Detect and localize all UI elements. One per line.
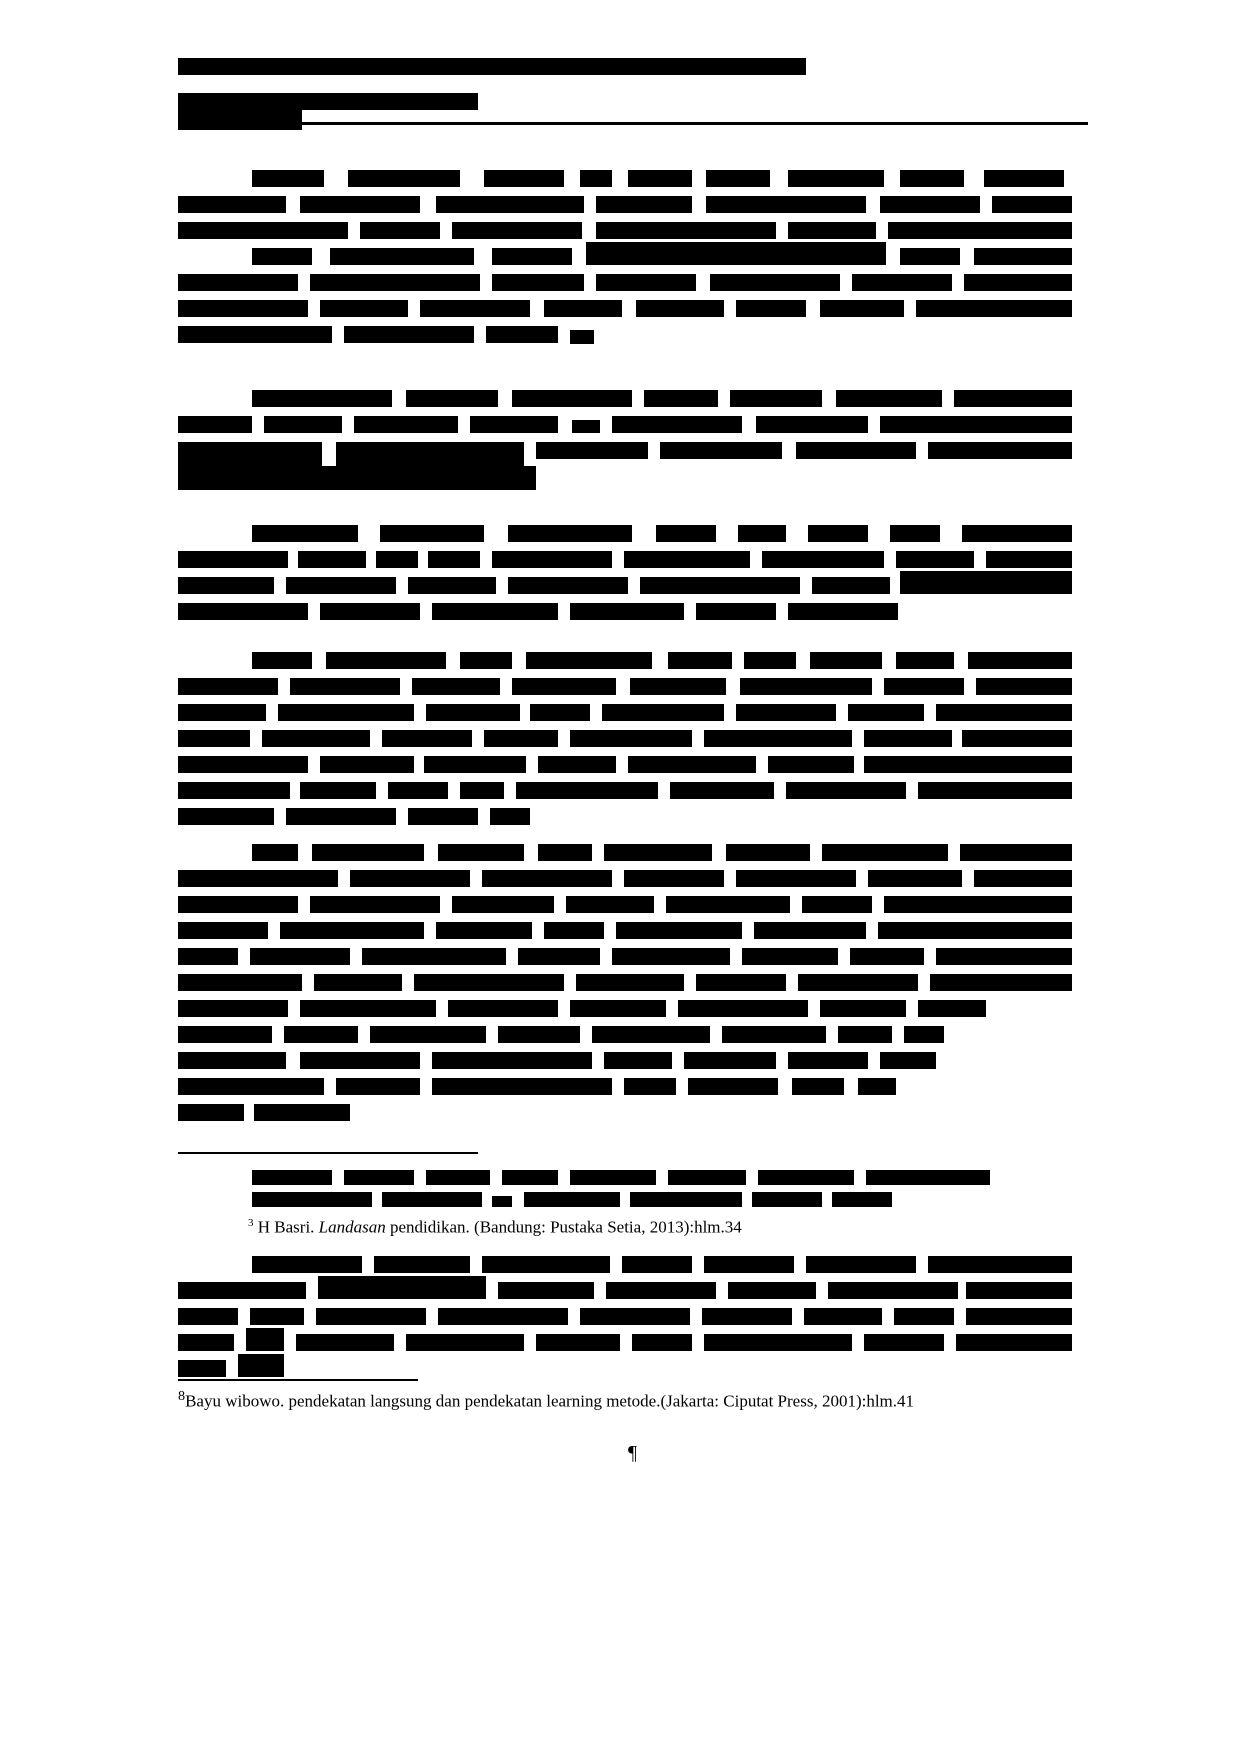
redaction-block [178,442,322,466]
redaction-block [436,922,532,939]
redaction-block [432,1052,592,1069]
redaction-block [636,300,724,317]
redaction-block [178,870,338,887]
redaction-block [788,1052,868,1069]
redaction-block [508,525,632,542]
redaction-block [962,525,1072,542]
redaction-block [580,170,612,187]
redaction-block [678,1000,808,1017]
redaction-block [884,896,1072,913]
redaction-block [254,1104,350,1121]
redaction-block [178,922,268,939]
redaction-block [670,782,774,799]
redaction-block [928,1256,1072,1273]
redaction-block [660,442,782,459]
redaction-block [604,844,712,861]
redaction-block [178,730,250,747]
redaction-block [596,274,696,291]
redaction-block [490,808,530,825]
redaction-block [484,730,558,747]
redaction-block [730,390,822,407]
footnote-marker: 8 [178,1388,186,1404]
redaction-block [738,525,786,542]
redaction-block [348,170,460,187]
redaction-block [252,390,392,407]
redaction-block [736,870,856,887]
redaction-block [344,1170,414,1185]
redaction-block [178,466,536,490]
redaction-block [704,730,852,747]
redaction-block [596,196,692,213]
redaction-block [612,416,742,433]
redaction-block [316,1308,426,1325]
redaction-block [336,1078,420,1095]
redaction-block [178,1026,272,1043]
redaction-block [684,1052,776,1069]
redaction-block [896,551,974,568]
redaction-block [624,870,724,887]
redaction-block [602,704,724,721]
redaction-block [508,577,628,594]
redaction-block [852,274,952,291]
redaction-block [486,326,558,343]
redaction-block [344,326,474,343]
redaction-block [666,896,790,913]
redaction-block [420,300,530,317]
redaction-block [300,782,376,799]
redaction-block [722,1026,826,1043]
redaction-block [252,525,358,542]
redaction-block [966,1308,1072,1325]
redaction-block [412,678,500,695]
redaction-block [178,896,298,913]
redaction-block [426,1170,490,1185]
redaction-block [406,1334,524,1351]
redaction-block [930,974,1072,991]
footnote-title-italic: Landasan [318,1217,386,1237]
redaction-block [916,300,1072,317]
redaction-block [820,300,904,317]
redaction-block [810,652,882,669]
redaction-block [796,442,916,459]
redaction-block [974,248,1072,265]
redaction-block [792,1078,844,1095]
redaction-block [538,756,616,773]
redaction-block [432,1078,612,1095]
redaction-block [326,652,446,669]
redaction-block [744,652,796,669]
redaction-block [544,922,604,939]
redaction-block [976,678,1072,695]
redaction-block [756,416,868,433]
redaction-block [178,782,290,799]
redaction-block [512,390,632,407]
redaction-block [460,652,512,669]
redaction-block [936,948,1072,965]
redaction-block [320,603,420,620]
redaction-block [178,196,286,213]
redaction-block [786,782,906,799]
redaction-block [878,922,1072,939]
redaction-block [414,974,564,991]
redaction-block [296,1334,394,1351]
redaction-block [904,1026,944,1043]
redaction-block [668,1170,746,1185]
redaction-block [178,222,348,239]
redaction-block [596,222,776,239]
footnote-publication: (Bandung: Pustaka Setia, 2013):hlm.34 [474,1217,742,1237]
redaction-block [264,416,342,433]
redaction-block [178,603,308,620]
redaction-block [936,704,1072,721]
redaction-block [252,1256,362,1273]
footnote-separator-2 [178,1379,418,1381]
redaction-block [848,704,924,721]
redaction-block [836,390,942,407]
redaction-block [492,551,612,568]
redaction-block [406,390,498,407]
redaction-block [178,704,266,721]
redaction-block [178,756,308,773]
redaction-block [314,974,402,991]
footnote-title-italic: pendekatan langsung dan pendekatan learning metode. [288,1391,661,1411]
redaction-block [752,1192,822,1207]
redaction-block [570,730,692,747]
redaction-block [492,274,584,291]
redaction-block [880,416,1072,433]
redaction-block [864,730,952,747]
redaction-block [570,1000,666,1017]
redaction-block [832,1192,892,1207]
redaction-block [688,1078,778,1095]
redaction-block [178,1000,288,1017]
redaction-block [928,442,1072,459]
redaction-block [850,948,924,965]
redaction-block [252,1192,372,1207]
redaction-block [706,170,770,187]
redaction-block [710,274,840,291]
redaction-block [728,1282,816,1299]
redaction-block [298,551,366,568]
redaction-block [788,603,898,620]
redaction-block [808,525,868,542]
redaction-block [178,678,278,695]
redaction-block [566,896,654,913]
redaction-block [178,1360,226,1377]
redaction-block [370,1026,486,1043]
redaction-block [318,1276,486,1299]
redaction-block [512,678,616,695]
redaction-block [286,577,396,594]
redaction-block [572,420,600,433]
footnote-title-rest: pendidikan. [385,1217,470,1237]
redaction-block [880,196,980,213]
redaction-block [864,1334,944,1351]
footnote-separator [178,1152,478,1154]
redaction-block [956,1334,1072,1351]
redaction-block [388,782,448,799]
redaction-block [178,416,252,433]
redaction-block [250,1308,304,1325]
redaction-block [538,844,592,861]
redaction-block [768,756,854,773]
redaction-block [838,1026,892,1043]
footnote-3 [248,1216,742,1240]
redaction-block [178,1052,286,1069]
redaction-block [336,442,524,466]
redaction-block [570,603,684,620]
redaction-block [858,1078,896,1095]
redaction-block [736,704,836,721]
redaction-block [178,1282,306,1299]
redaction-block [586,242,886,265]
redaction-block [704,1334,852,1351]
redaction-block [460,782,504,799]
redaction-block [742,948,838,965]
redaction-block [492,1196,512,1207]
redaction-block [900,571,1072,594]
redaction-block [702,1308,792,1325]
redaction-block [452,222,582,239]
redaction-block [526,652,652,669]
redaction-block [890,525,940,542]
redaction-block [820,1000,906,1017]
redaction-block [252,1170,332,1185]
redaction-block [252,248,312,265]
redaction-block [428,551,480,568]
header-rule [300,122,1088,125]
redaction-block [178,974,302,991]
redaction-block [278,704,414,721]
redaction-block [252,170,324,187]
redaction-block [252,652,312,669]
redaction-block [968,652,1072,669]
footnote-author: Bayu wibowo. [185,1391,285,1411]
redaction-block [432,603,558,620]
redaction-block [452,896,554,913]
redaction-block [178,808,274,825]
paragraph-mark: ¶ [628,1442,638,1464]
redaction-block [984,170,1064,187]
redaction-block [884,678,964,695]
redaction-block [354,416,458,433]
redaction-block [868,870,962,887]
redaction-block [178,1334,234,1351]
redaction-block [436,196,584,213]
redaction-block [570,330,594,344]
footnote-marker: 3 [248,1217,254,1229]
redaction-block [178,274,298,291]
redaction-block [536,1334,620,1351]
redaction-block [286,808,396,825]
redaction-block [668,652,732,669]
redaction-block [502,1170,558,1185]
redaction-block [918,782,1072,799]
redaction-block [954,390,1072,407]
redaction-block [178,577,274,594]
redaction-block [178,1078,324,1095]
redaction-block [628,170,692,187]
redaction-block [726,844,810,861]
redaction-block [866,1170,990,1185]
redaction-block [864,756,1072,773]
redaction-block [438,1308,568,1325]
redaction-block [696,603,776,620]
redaction-block [960,844,1072,861]
redaction-block [964,274,1072,291]
redaction-block [640,577,800,594]
redaction-block [804,1308,882,1325]
redaction-block [382,1192,482,1207]
redaction-block [740,678,872,695]
redaction-block [516,782,658,799]
redaction-block [498,1282,594,1299]
redaction-block [788,222,876,239]
redaction-block [178,1308,238,1325]
redaction-block [376,551,418,568]
redaction-block [300,1000,436,1017]
redaction-block [828,1282,958,1299]
redaction-block [284,1026,358,1043]
redaction-block [408,577,496,594]
redaction-block [918,1000,986,1017]
redaction-block [624,1078,676,1095]
redaction-block [492,248,572,265]
redaction-block [426,704,520,721]
redaction-block [374,1256,470,1273]
redaction-block [382,730,472,747]
redaction-block [754,922,866,939]
footnote-publication: (Jakarta: Ciputat Press, 2001):hlm.41 [660,1391,915,1411]
redaction-block [498,1026,580,1043]
redaction-block [482,1256,610,1273]
redaction-block [570,1170,656,1185]
redaction-block [900,248,960,265]
redaction-block [178,948,238,965]
redaction-block [350,870,470,887]
redaction-block [252,844,298,861]
footnote-8 [178,1386,1076,1414]
redaction-block [604,1052,672,1069]
redaction-block [974,870,1072,887]
redaction-block [482,870,612,887]
footnote-author: H Basri. [257,1217,315,1237]
redaction-block [822,844,948,861]
redaction-block [424,756,526,773]
redaction-block [628,756,756,773]
redaction-block [630,678,726,695]
redaction-block [962,730,1072,747]
redaction-block [736,300,806,317]
redaction-block [290,678,400,695]
redaction-block [178,300,308,317]
redaction-block [448,1000,558,1017]
redaction-block [622,1256,692,1273]
redaction-block [696,974,786,991]
redaction-block [616,922,742,939]
redaction-block [580,1308,690,1325]
redaction-block [802,896,872,913]
redaction-block [408,808,478,825]
redaction-block [470,416,558,433]
redaction-block [246,1328,284,1351]
redaction-block [656,525,716,542]
redaction-block [992,196,1072,213]
redaction-block [706,196,866,213]
redaction-block [606,1282,716,1299]
redaction-block [896,652,954,669]
redaction-block [544,300,622,317]
redaction-block [894,1308,954,1325]
redaction-block [262,730,370,747]
redaction-block [320,756,414,773]
redaction-block [280,922,424,939]
redaction-block [888,222,1072,239]
redaction-block [632,1334,692,1351]
redaction-block [966,1282,1072,1299]
redaction-block [704,1256,794,1273]
redaction-block [380,525,484,542]
redaction-block [900,170,964,187]
redaction-block [178,551,288,568]
redaction-block [644,390,718,407]
redaction-block [624,551,750,568]
redaction-block [330,248,474,265]
redaction-block [238,1354,284,1377]
redaction-block [576,974,684,991]
redaction-block [178,326,332,343]
redaction-block [320,300,408,317]
redaction-block [250,948,350,965]
redaction-block [310,274,480,291]
redaction-block [300,1052,420,1069]
redaction-block [178,110,302,130]
redaction-block [178,93,478,110]
redaction-block [438,844,524,861]
redaction-block [592,1026,710,1043]
redaction-block [880,1052,936,1069]
redaction-block [310,896,440,913]
redaction-block [758,1170,854,1185]
redaction-block [530,704,590,721]
redaction-block [798,974,918,991]
redaction-block [524,1192,620,1207]
redaction-block [518,948,600,965]
redaction-block [986,551,1072,568]
redaction-block [812,577,890,594]
redaction-block [362,948,506,965]
redaction-block [612,948,730,965]
redaction-block [762,551,884,568]
redaction-block [360,222,440,239]
redaction-block [788,170,884,187]
redaction-block [178,58,806,75]
redaction-block [312,844,424,861]
redaction-block [484,170,564,187]
redaction-block [300,196,420,213]
redaction-block [536,442,648,459]
redaction-block [178,1104,244,1121]
redaction-block [806,1256,916,1273]
redaction-block [630,1192,742,1207]
